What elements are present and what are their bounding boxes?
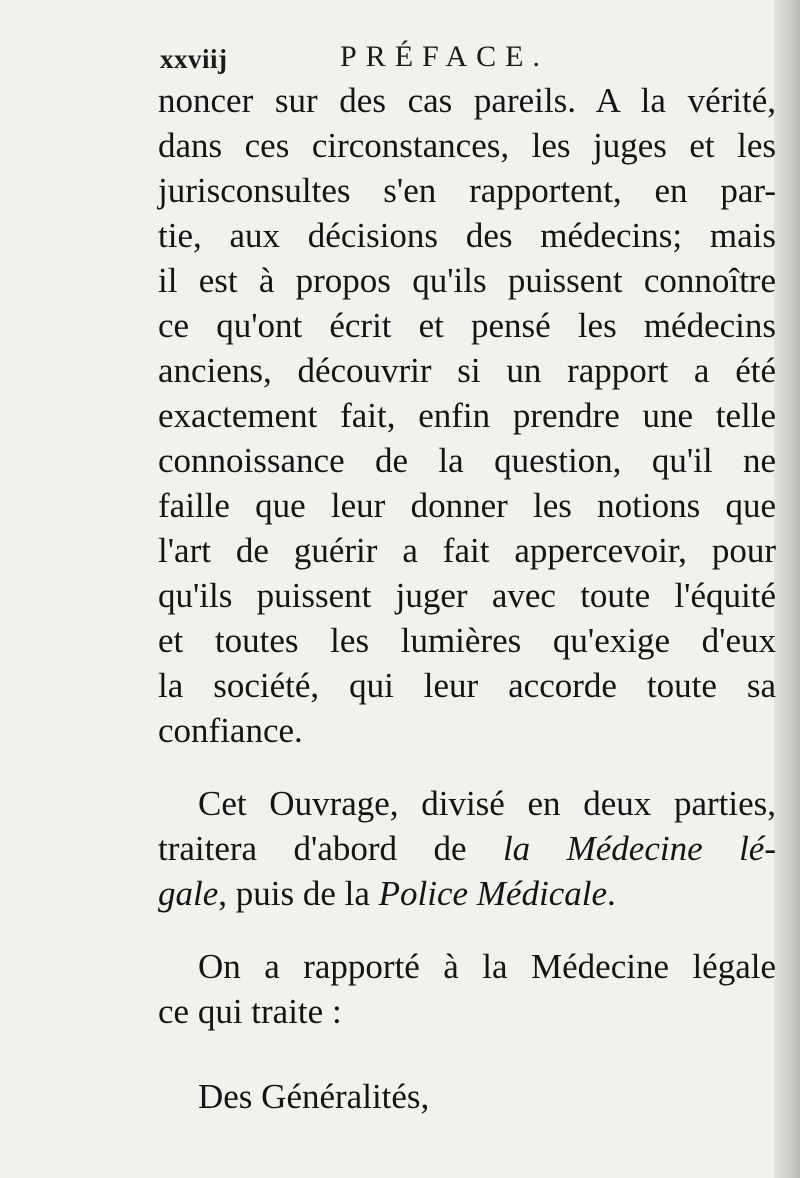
text-line: anciens, découvrir si un rapport a été [158, 351, 776, 390]
text-line: On a rapporté à la Médecine légale [198, 947, 776, 986]
text-line: ce qui traite : [158, 992, 342, 1031]
text-line: tie, aux décisions des médecins; mais [158, 216, 776, 255]
text-line: ce qu'ont écrit et pensé les médecins [158, 306, 776, 345]
paragraph-4 [158, 1074, 776, 1119]
text-line: exactement fait, enfin prendre une telle [158, 396, 776, 435]
text-line: jurisconsultes s'en rapportent, en par- [158, 171, 776, 210]
text-line: Des Généralités, [198, 1077, 430, 1116]
page-number: xxviij [160, 44, 228, 74]
text-run: traitera d'abord de [158, 829, 503, 868]
paragraph-3 [158, 944, 776, 1034]
text-line: faille que leur donner les notions que [158, 486, 776, 525]
text-line: noncer sur des cas pareils. A la vérité, [158, 81, 776, 120]
text-line: confiance. [158, 711, 303, 750]
page-edge-shadow [774, 0, 800, 1178]
text-line: qu'ils puissent juger avec toute l'équité [158, 576, 776, 615]
paragraph-2 [158, 781, 776, 916]
paragraph-1 [158, 78, 776, 753]
paragraph-gap [158, 1034, 776, 1074]
text-line: connoissance de la question, qu'il ne [158, 441, 776, 480]
text-line: Cet Ouvrage, divisé en deux parties, [198, 784, 776, 823]
text-run: , puis de la [218, 874, 379, 913]
running-head: PRÉFACE. [340, 40, 549, 73]
text-line [158, 871, 776, 916]
text-line: et toutes les lumières qu'exige d'eux [158, 621, 776, 660]
text-run: . [607, 874, 616, 913]
text-line: l'art de guérir a fait appercevoir, pour [158, 531, 776, 570]
italic-run: gale [158, 874, 219, 913]
body-text [158, 78, 776, 1119]
text-line: dans ces circonstances, les juges et les [158, 126, 776, 165]
italic-run: la Médecine lé- [502, 829, 776, 868]
paragraph-gap [158, 916, 776, 944]
italic-run: Police Médicale [378, 874, 608, 913]
text-line: la société, qui leur accorde toute sa [158, 666, 776, 705]
text-line [158, 826, 776, 871]
paragraph-gap [158, 753, 776, 781]
text-line: il est à propos qu'ils puissent connoître [158, 261, 776, 300]
